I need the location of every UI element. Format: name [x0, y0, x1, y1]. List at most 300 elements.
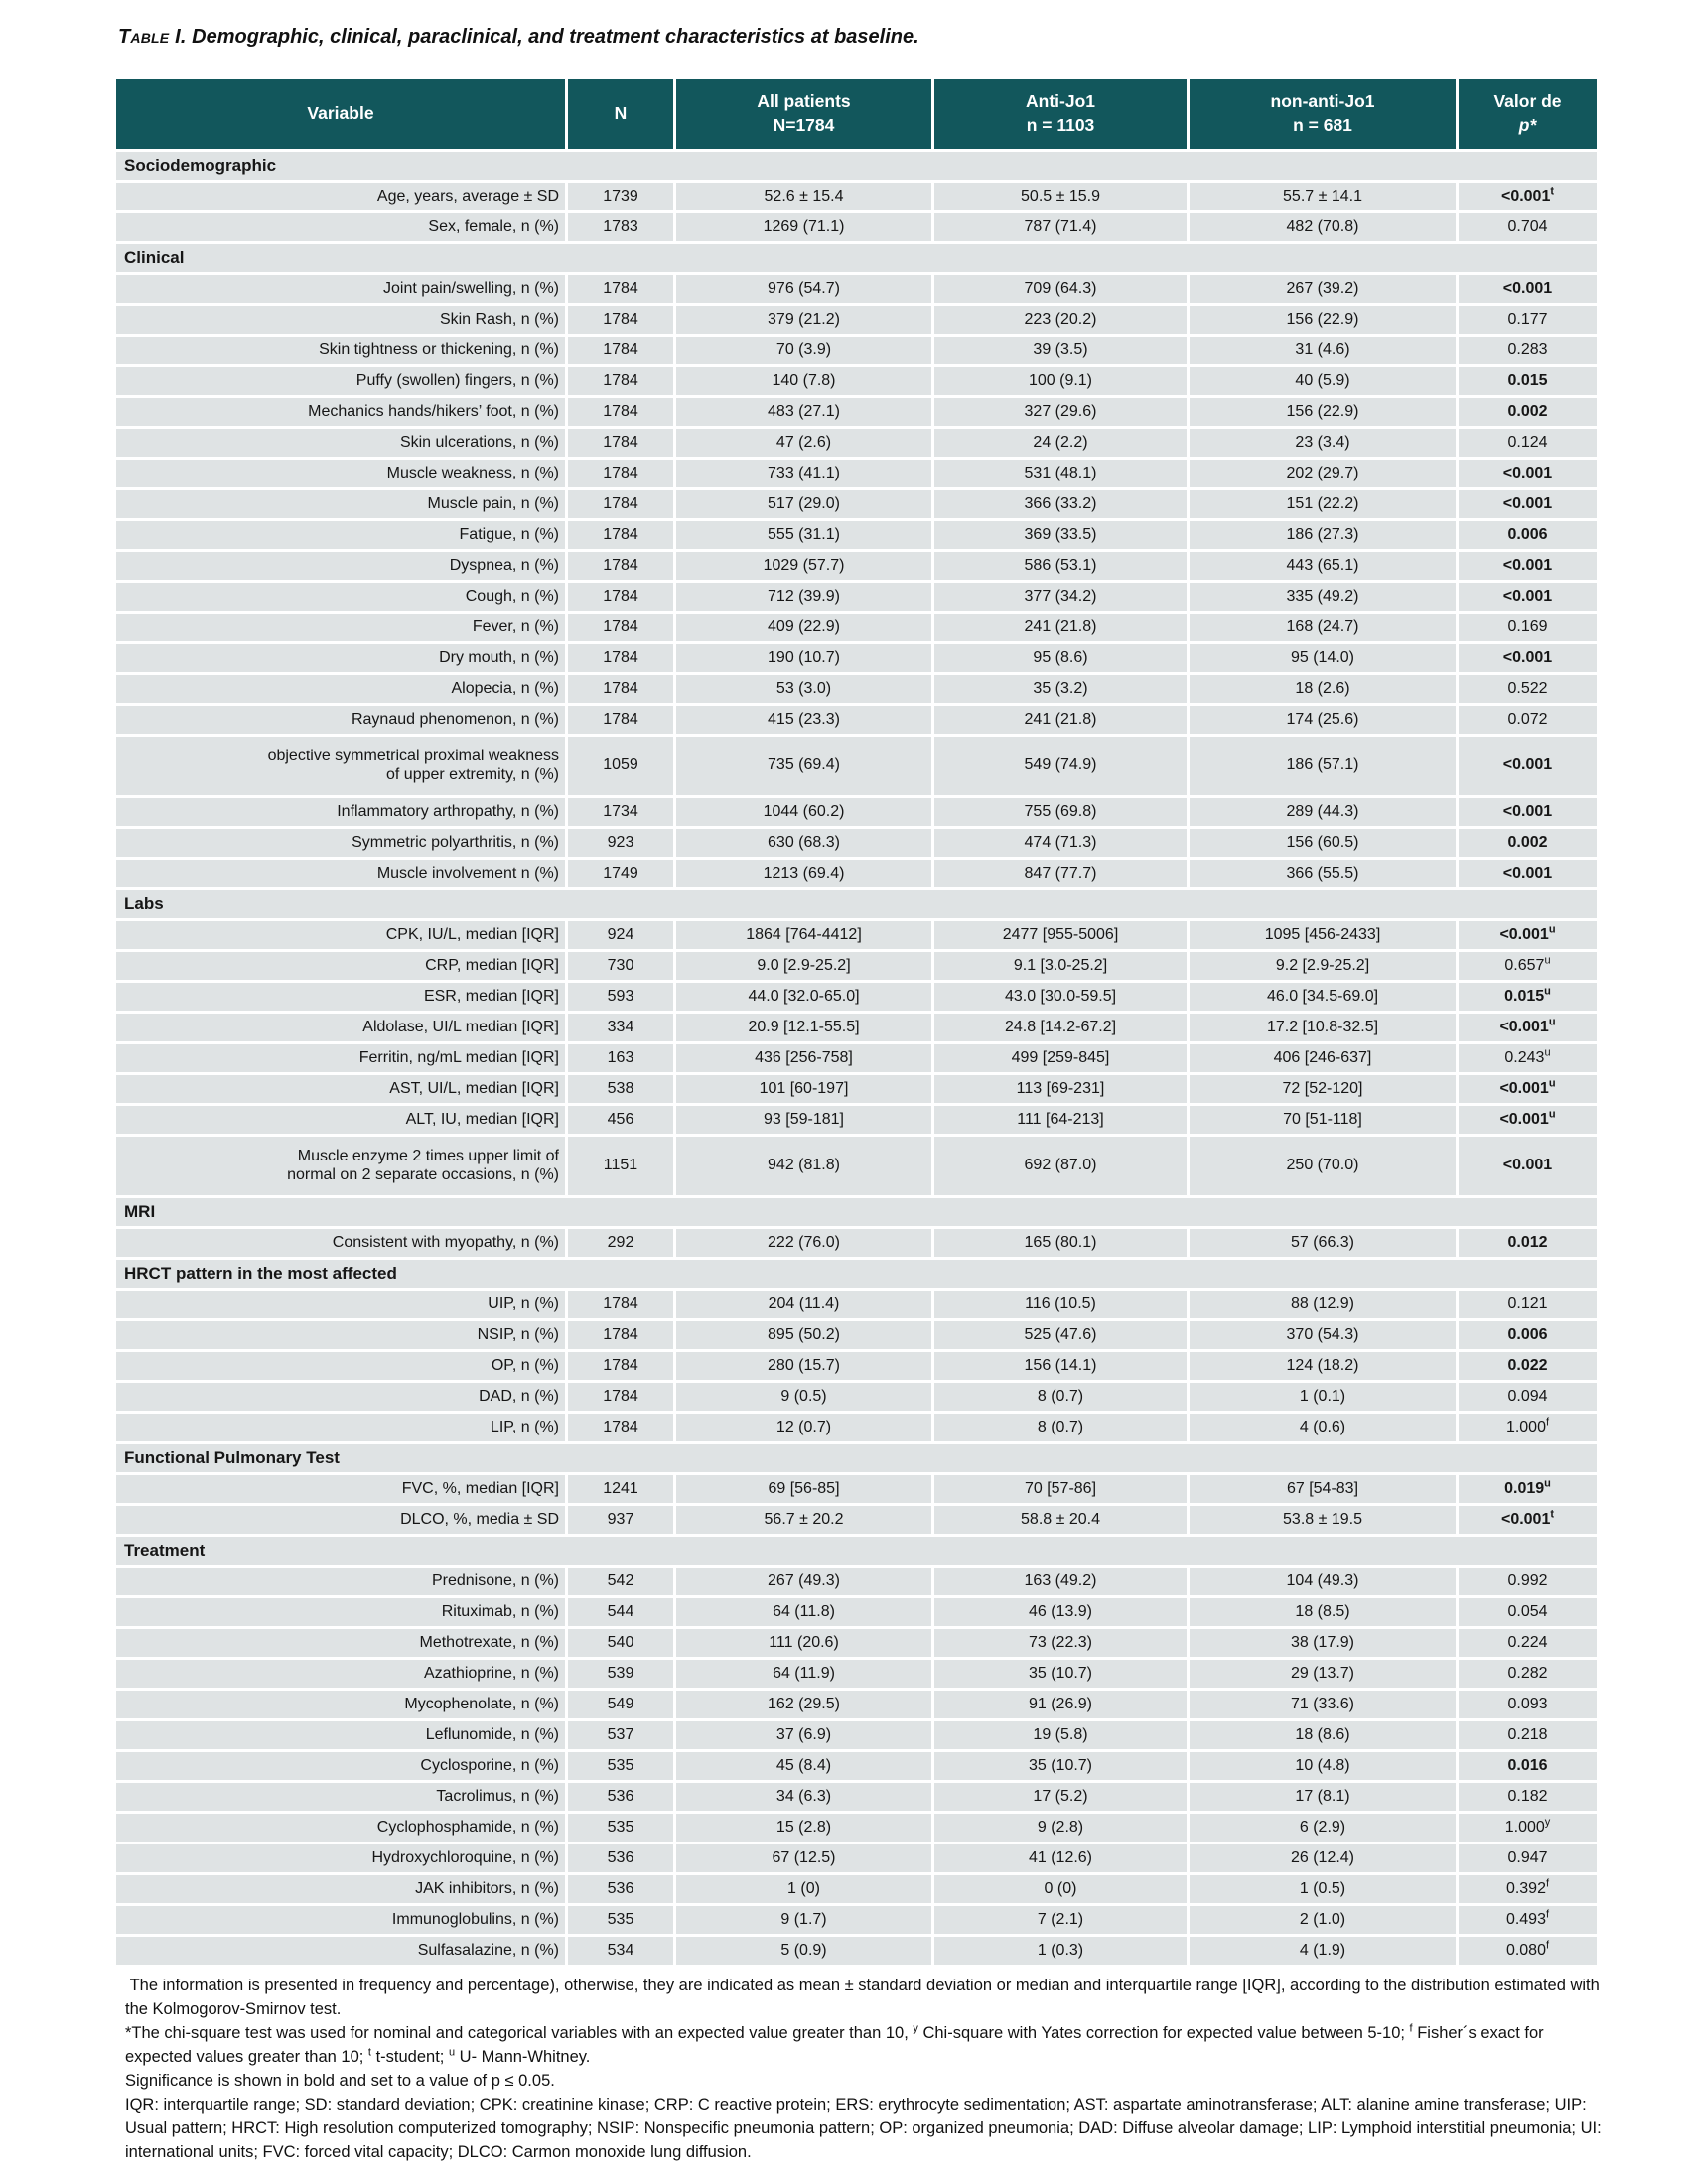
non-anti-jo1-value: 88 (12.9) [1190, 1291, 1456, 1318]
variable-label [116, 398, 565, 426]
anti-jo1-value: 43.0 [30.0-59.5] [934, 983, 1187, 1011]
p-value [1459, 952, 1597, 980]
p-value [1459, 675, 1597, 703]
table-row [116, 1414, 1597, 1441]
variable-label [116, 983, 565, 1011]
variable-label [116, 1352, 565, 1380]
section-label: HRCT pattern in the most affected [116, 1260, 1597, 1288]
n-value: 537 [568, 1721, 673, 1749]
variable-label-line: Cough, n (%) [465, 587, 559, 605]
non-anti-jo1-value: 289 (44.3) [1190, 798, 1456, 826]
column-header-label: All patients [757, 91, 851, 112]
p-value-text: 1.000$^f$ [1505, 1416, 1550, 1435]
p-value-superscript: u [1544, 954, 1551, 967]
p-value [1459, 737, 1597, 795]
variable-label [116, 1506, 565, 1534]
all-patients-value: 630 (68.3) [676, 829, 931, 857]
variable-label [116, 798, 565, 826]
all-patients-value: 976 (54.7) [676, 275, 931, 303]
table-row [116, 1721, 1597, 1749]
non-anti-jo1-value: 40 (5.9) [1190, 367, 1456, 395]
variable-label-line: Muscle enzyme 2 times upper limit of [297, 1148, 559, 1165]
p-value-text: 0.493$^f$ [1505, 1908, 1550, 1928]
variable-label-line: ESR, median [IQR] [423, 987, 559, 1005]
all-patients-value: 67 (12.5) [676, 1844, 931, 1872]
all-patients-value: 45 (8.4) [676, 1752, 931, 1780]
p-value-text: $<0.001^u$ [1499, 1016, 1556, 1035]
p-value [1459, 1875, 1597, 1903]
p-value [1459, 1783, 1597, 1811]
anti-jo1-value: 50.5 ± 15.9 [934, 183, 1187, 210]
anti-jo1-value: 241 (21.8) [934, 614, 1187, 641]
all-patients-value: 56.7 ± 20.2 [676, 1506, 931, 1534]
non-anti-jo1-value: 156 (22.9) [1190, 306, 1456, 334]
table-row [116, 1906, 1597, 1934]
anti-jo1-value: 8 (0.7) [934, 1414, 1187, 1441]
all-patients-value: 5 (0.9) [676, 1937, 931, 1965]
all-patients-value: 379 (21.2) [676, 306, 931, 334]
variable-label [116, 583, 565, 611]
p-value-text: <0.001 [1502, 1157, 1553, 1174]
section-row [116, 1260, 1597, 1288]
table-row [116, 1321, 1597, 1349]
variable-label-line: Mechanics hands/hikers’ foot, n (%) [308, 402, 559, 420]
variable-label [116, 1044, 565, 1072]
table-row [116, 921, 1597, 949]
p-value [1459, 1752, 1597, 1780]
anti-jo1-value: 35 (10.7) [934, 1752, 1187, 1780]
p-value [1459, 337, 1597, 364]
non-anti-jo1-value: 31 (4.6) [1190, 337, 1456, 364]
table-row [116, 737, 1597, 795]
column-header-jo1 [934, 79, 1187, 149]
table-row [116, 275, 1597, 303]
variable-label [116, 1721, 565, 1749]
table-row [116, 1844, 1597, 1872]
variable-label-line: OP, n (%) [491, 1356, 559, 1374]
anti-jo1-value: 241 (21.8) [934, 706, 1187, 734]
p-value-superscript: f [1545, 1877, 1550, 1890]
non-anti-jo1-value: 104 (49.3) [1190, 1568, 1456, 1595]
anti-jo1-value: 58.8 ± 20.4 [934, 1506, 1187, 1534]
p-value-text: <0.001 [1502, 756, 1553, 774]
n-value: 1784 [568, 1291, 673, 1318]
n-value: 1241 [568, 1475, 673, 1503]
table-row [116, 1506, 1597, 1534]
non-anti-jo1-value: 156 (22.9) [1190, 398, 1456, 426]
anti-jo1-value: 24 (2.2) [934, 429, 1187, 457]
p-value-text: 0.012 [1507, 1233, 1548, 1251]
footnote-superscript: f [1409, 2022, 1413, 2035]
variable-label [116, 1660, 565, 1688]
n-value: 539 [568, 1660, 673, 1688]
n-value: 593 [568, 983, 673, 1011]
n-value: 1784 [568, 1383, 673, 1411]
anti-jo1-value: 369 (33.5) [934, 521, 1187, 549]
table-row [116, 1137, 1597, 1195]
variable-label [116, 1691, 565, 1718]
all-patients-value: 70 (3.9) [676, 337, 931, 364]
all-patients-value: 190 (10.7) [676, 644, 931, 672]
non-anti-jo1-value: 4 (0.6) [1190, 1414, 1456, 1441]
table-row [116, 1691, 1597, 1718]
p-value [1459, 1814, 1597, 1842]
non-anti-jo1-value: 17.2 [10.8-32.5] [1190, 1014, 1456, 1041]
variable-label-line: Joint pain/swelling, n (%) [383, 279, 559, 297]
all-patients-value: 895 (50.2) [676, 1321, 931, 1349]
all-patients-value: 52.6 ± 15.4 [676, 183, 931, 210]
non-anti-jo1-value: 406 [246-637] [1190, 1044, 1456, 1072]
anti-jo1-value: 46 (13.9) [934, 1598, 1187, 1626]
p-value-text: 0.002 [1507, 402, 1548, 420]
p-value [1459, 429, 1597, 457]
all-patients-value: 37 (6.9) [676, 1721, 931, 1749]
table-row [116, 213, 1597, 241]
table-row [116, 1014, 1597, 1041]
variable-label-line: AST, UI/L, median [IQR] [389, 1079, 559, 1097]
column-header-all [676, 79, 931, 149]
p-value [1459, 1075, 1597, 1103]
p-value [1459, 552, 1597, 580]
p-value-text: 0.124 [1507, 433, 1548, 451]
p-value [1459, 1721, 1597, 1749]
table-row [116, 1752, 1597, 1780]
table-row [116, 1383, 1597, 1411]
p-value-text: 0.282 [1507, 1664, 1548, 1682]
n-value: 1784 [568, 490, 673, 518]
table-row [116, 337, 1597, 364]
variable-label-line: Raynaud phenomenon, n (%) [351, 710, 559, 728]
p-value [1459, 644, 1597, 672]
n-value: 1734 [568, 798, 673, 826]
p-value [1459, 1629, 1597, 1657]
variable-label [116, 183, 565, 210]
non-anti-jo1-value: 151 (22.2) [1190, 490, 1456, 518]
non-anti-jo1-value: 72 [52-120] [1190, 1075, 1456, 1103]
p-value-text: 0.015$^u$ [1504, 985, 1551, 1005]
section-row [116, 1537, 1597, 1565]
anti-jo1-value: 9 (2.8) [934, 1814, 1187, 1842]
table-row [116, 1075, 1597, 1103]
table-row [116, 1229, 1597, 1257]
table-row [116, 1352, 1597, 1380]
p-value [1459, 1598, 1597, 1626]
section-label: Sociodemographic [116, 152, 1597, 180]
column-header-var [116, 79, 565, 149]
all-patients-value: 47 (2.6) [676, 429, 931, 457]
table-row [116, 1598, 1597, 1626]
variable-label-line: DLCO, %, media ± SD [400, 1510, 559, 1528]
non-anti-jo1-value: 29 (13.7) [1190, 1660, 1456, 1688]
section-label: Treatment [116, 1537, 1597, 1565]
variable-label-line: Skin Rash, n (%) [439, 310, 559, 328]
p-value [1459, 1352, 1597, 1380]
variable-label [116, 1321, 565, 1349]
p-value-text: $<0.001^u$ [1499, 923, 1556, 943]
p-value [1459, 460, 1597, 487]
table-row [116, 1475, 1597, 1503]
variable-label-line: Symmetric polyarthritis, n (%) [352, 833, 559, 851]
p-value-superscript: u [1548, 923, 1556, 936]
p-value-superscript: f [1545, 1908, 1550, 1921]
non-anti-jo1-value: 267 (39.2) [1190, 275, 1456, 303]
p-value-superscript: u [1548, 1077, 1556, 1090]
p-value [1459, 860, 1597, 887]
p-value [1459, 1414, 1597, 1441]
anti-jo1-value: 692 (87.0) [934, 1137, 1187, 1195]
anti-jo1-value: 499 [259-845] [934, 1044, 1187, 1072]
all-patients-value: 1029 (57.7) [676, 552, 931, 580]
p-value-text: $<0.001^t$ [1500, 1508, 1555, 1528]
n-value: 538 [568, 1075, 673, 1103]
non-anti-jo1-value: 443 (65.1) [1190, 552, 1456, 580]
section-row [116, 890, 1597, 918]
p-value [1459, 1475, 1597, 1503]
p-value-text: <0.001 [1502, 279, 1553, 297]
p-value-text: <0.001 [1502, 464, 1553, 481]
p-value [1459, 1291, 1597, 1318]
section-row [116, 244, 1597, 272]
p-value [1459, 1044, 1597, 1072]
footnote-line: Significance is shown in bold and set to a value of p ≤ 0.05. [125, 2072, 555, 2090]
table-row [116, 460, 1597, 487]
n-value: 536 [568, 1875, 673, 1903]
variable-label-line: Muscle pain, n (%) [427, 494, 559, 512]
variable-label-line: Mycophenolate, n (%) [404, 1695, 559, 1712]
n-value: 334 [568, 1014, 673, 1041]
p-value [1459, 1137, 1597, 1195]
n-value: 1784 [568, 552, 673, 580]
non-anti-jo1-value: 55.7 ± 14.1 [1190, 183, 1456, 210]
table-row [116, 367, 1597, 395]
table-row [116, 398, 1597, 426]
n-value: 1784 [568, 306, 673, 334]
p-value-text: 0.080$^f$ [1505, 1939, 1550, 1959]
all-patients-value: 44.0 [32.0-65.0] [676, 983, 931, 1011]
all-patients-value: 1213 (69.4) [676, 860, 931, 887]
section-label: Clinical [116, 244, 1597, 272]
n-value: 1784 [568, 398, 673, 426]
column-header-sublabel: p* [1518, 115, 1537, 135]
variable-label [116, 429, 565, 457]
variable-label [116, 1844, 565, 1872]
p-value-text: 1.000$^y$ [1504, 1816, 1551, 1836]
anti-jo1-value: 24.8 [14.2-67.2] [934, 1014, 1187, 1041]
anti-jo1-value: 95 (8.6) [934, 644, 1187, 672]
n-value: 534 [568, 1937, 673, 1965]
n-value: 292 [568, 1229, 673, 1257]
p-value-text: 0.657$^u$ [1504, 954, 1551, 974]
n-value: 549 [568, 1691, 673, 1718]
variable-label-line: Hydroxychloroquine, n (%) [371, 1848, 559, 1866]
p-value-text: 0.072 [1507, 710, 1548, 728]
footnote-superscript: t [367, 2046, 371, 2059]
n-value: 536 [568, 1783, 673, 1811]
column-header-p [1459, 79, 1597, 149]
column-header-label: Valor de [1493, 91, 1562, 112]
all-patients-value: 733 (41.1) [676, 460, 931, 487]
all-patients-value: 140 (7.8) [676, 367, 931, 395]
variable-label [116, 1875, 565, 1903]
p-value [1459, 490, 1597, 518]
all-patients-value: 712 (39.9) [676, 583, 931, 611]
n-value: 535 [568, 1814, 673, 1842]
p-value-text: 0.392$^f$ [1505, 1877, 1550, 1897]
p-value [1459, 367, 1597, 395]
p-value-text: 0.022 [1507, 1356, 1548, 1374]
n-value: 1784 [568, 367, 673, 395]
variable-label-line: UIP, n (%) [488, 1295, 559, 1312]
variable-label [116, 921, 565, 949]
p-value-superscript: f [1545, 1939, 1550, 1952]
footnote-line: IQR: interquartile range; SD: standard deviation; CPK: creatinine kinase; CRP: C reactive protein; ERS: erythrocyte sedimentation; AST: aspartate aminotransferase; ALT: alanine amine transferase; UIP: Usual pattern; HRCT: High resolution computerized tomography; NSIP: Nonspecific pneumonia pattern; OP: organized pneumonia; DAD: Diffuse alveolar damage; LIP: Lymphoid interstitial pneumonia; UI: international units; FVC: forced vital capacity; DLCO: Carmon monoxide lung diffusion. [125, 2096, 1607, 2161]
table-row [116, 1875, 1597, 1903]
n-value: 1784 [568, 1352, 673, 1380]
variable-label-line: ALT, IU, median [IQR] [405, 1110, 559, 1128]
anti-jo1-value: 525 (47.6) [934, 1321, 1187, 1349]
variable-label [116, 860, 565, 887]
p-value-text: 0.006 [1507, 1325, 1548, 1343]
n-value: 456 [568, 1106, 673, 1134]
n-value: 163 [568, 1044, 673, 1072]
non-anti-jo1-value: 18 (8.6) [1190, 1721, 1456, 1749]
p-value-text: 0.006 [1507, 525, 1548, 543]
variable-label [116, 829, 565, 857]
variable-label [116, 1568, 565, 1595]
variable-label [116, 952, 565, 980]
p-value-text: 0.002 [1507, 833, 1548, 851]
table-row [116, 675, 1597, 703]
footnote-line: The information is presented in frequency and percentage), otherwise, they are indicated as mean ± standard deviation or median and interquartile range [IQR], according to the distribution estimated with the Kolmogorov-Smirnov test. [125, 1977, 1605, 2018]
anti-jo1-value: 116 (10.5) [934, 1291, 1187, 1318]
all-patients-value: 1269 (71.1) [676, 213, 931, 241]
p-value [1459, 1106, 1597, 1134]
p-value-text: 0.169 [1507, 617, 1548, 635]
p-value [1459, 306, 1597, 334]
footnotes [125, 1974, 1607, 2164]
p-value [1459, 183, 1597, 210]
table-body [116, 152, 1597, 1965]
variable-label-line: objective symmetrical proximal weakness [267, 748, 559, 765]
variable-label [116, 1814, 565, 1842]
n-value: 1784 [568, 675, 673, 703]
variable-label [116, 737, 565, 795]
non-anti-jo1-value: 70 [51-118] [1190, 1106, 1456, 1134]
n-value: 1059 [568, 737, 673, 795]
variable-label [116, 1414, 565, 1441]
anti-jo1-value: 70 [57-86] [934, 1475, 1187, 1503]
anti-jo1-value: 91 (26.9) [934, 1691, 1187, 1718]
all-patients-value: 280 (15.7) [676, 1352, 931, 1380]
variable-label [116, 1629, 565, 1657]
variable-label-line: Prednisone, n (%) [431, 1571, 559, 1589]
table-row [116, 614, 1597, 641]
section-row [116, 1198, 1597, 1226]
anti-jo1-value: 531 (48.1) [934, 460, 1187, 487]
variable-label-line: Fatigue, n (%) [459, 525, 559, 543]
n-value: 924 [568, 921, 673, 949]
p-value-text: $<0.001^u$ [1499, 1077, 1556, 1097]
non-anti-jo1-value: 18 (8.5) [1190, 1598, 1456, 1626]
section-row [116, 1444, 1597, 1472]
all-patients-value: 111 (20.6) [676, 1629, 931, 1657]
anti-jo1-value: 474 (71.3) [934, 829, 1187, 857]
all-patients-value: 409 (22.9) [676, 614, 931, 641]
p-value-superscript: u [1548, 1016, 1556, 1028]
all-patients-value: 517 (29.0) [676, 490, 931, 518]
n-value: 1784 [568, 521, 673, 549]
p-value [1459, 521, 1597, 549]
variable-label-line: of upper extremity, n (%) [386, 765, 559, 783]
footnote-superscript: y [913, 2022, 918, 2035]
p-value-text: 0.016 [1507, 1756, 1548, 1774]
variable-label [116, 521, 565, 549]
column-header-sublabel: N=1784 [773, 115, 835, 135]
all-patients-value: 20.9 [12.1-55.5] [676, 1014, 931, 1041]
p-value [1459, 798, 1597, 826]
p-value-superscript: u [1544, 1046, 1551, 1059]
p-value [1459, 1229, 1597, 1257]
table-title-prefix: Table I. [118, 26, 187, 48]
anti-jo1-value: 8 (0.7) [934, 1383, 1187, 1411]
p-value-superscript: f [1545, 1416, 1550, 1429]
n-value: 1784 [568, 614, 673, 641]
variable-label [116, 367, 565, 395]
table-row [116, 1783, 1597, 1811]
non-anti-jo1-value: 2 (1.0) [1190, 1906, 1456, 1934]
n-value: 535 [568, 1752, 673, 1780]
variable-label-line: Consistent with myopathy, n (%) [332, 1233, 559, 1251]
non-anti-jo1-value: 38 (17.9) [1190, 1629, 1456, 1657]
variable-label-line: Skin tightness or thickening, n (%) [319, 341, 559, 358]
non-anti-jo1-value: 53.8 ± 19.5 [1190, 1506, 1456, 1534]
all-patients-value: 101 [60-197] [676, 1075, 931, 1103]
table-row [116, 644, 1597, 672]
n-value: 730 [568, 952, 673, 980]
p-value [1459, 1506, 1597, 1534]
variable-label-line: Sulfasalazine, n (%) [417, 1941, 559, 1959]
p-value-text: 0.243$^u$ [1504, 1046, 1551, 1066]
p-value [1459, 1014, 1597, 1041]
anti-jo1-value: 755 (69.8) [934, 798, 1187, 826]
n-value: 1783 [568, 213, 673, 241]
variable-label [116, 706, 565, 734]
p-value-superscript: y [1544, 1816, 1551, 1829]
anti-jo1-value: 35 (10.7) [934, 1660, 1187, 1688]
all-patients-value: 1 (0) [676, 1875, 931, 1903]
anti-jo1-value: 0 (0) [934, 1875, 1187, 1903]
anti-jo1-value: 163 (49.2) [934, 1568, 1187, 1595]
anti-jo1-value: 709 (64.3) [934, 275, 1187, 303]
n-value: 923 [568, 829, 673, 857]
n-value: 535 [568, 1906, 673, 1934]
table-row [116, 1629, 1597, 1657]
variable-label-line: Leflunomide, n (%) [425, 1725, 559, 1743]
anti-jo1-value: 39 (3.5) [934, 337, 1187, 364]
non-anti-jo1-value: 67 [54-83] [1190, 1475, 1456, 1503]
section-label: MRI [116, 1198, 1597, 1226]
non-anti-jo1-value: 95 (14.0) [1190, 644, 1456, 672]
all-patients-value: 9.0 [2.9-25.2] [676, 952, 931, 980]
variable-label-line: FVC, %, median [IQR] [401, 1479, 559, 1497]
table-row [116, 429, 1597, 457]
variable-label [116, 490, 565, 518]
non-anti-jo1-value: 1095 [456-2433] [1190, 921, 1456, 949]
n-value: 1784 [568, 583, 673, 611]
p-value-superscript: t [1550, 1508, 1555, 1521]
p-value [1459, 921, 1597, 949]
footnote-superscript: u [448, 2046, 456, 2059]
